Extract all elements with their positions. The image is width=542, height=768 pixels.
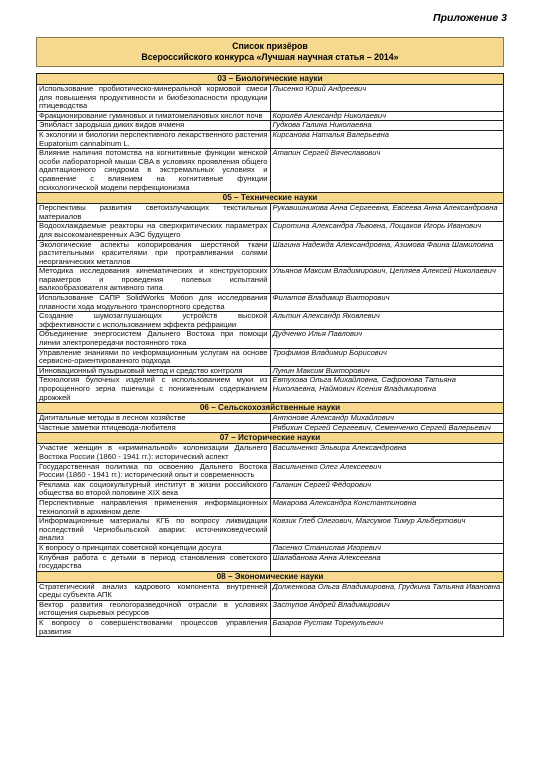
document-subtitle: Всероссийского конкурса «Лучшая научная статья – 2014»	[141, 52, 399, 62]
author-names: Шалабанова Анна Алексеевна	[270, 553, 504, 571]
author-names: Антонове Александр Михайлович	[270, 414, 504, 424]
table-row	[37, 330, 504, 348]
section-header	[37, 193, 504, 204]
author-names: Трофимов Владимир Борисович	[270, 348, 504, 366]
work-title: К экологии и биологии перспективного лекарственного растения Eupatorium cannabinum L.	[37, 130, 271, 148]
author-names: Лысенко Юрий Андреевич	[270, 85, 504, 112]
work-title: Клубная работа с детьми в период становления советского государства	[37, 553, 271, 571]
title-box	[36, 37, 504, 67]
author-names: Сиротина Александра Львовна, Лощаков Игорь Иванович	[270, 222, 504, 240]
author-names: Кирсанова Наталья Валерьевна	[270, 130, 504, 148]
author-names: Евтухова Ольга Михайловна, Сафронова Татьяна Николаевна, Наймович Ксения Владимировна	[270, 376, 504, 403]
work-title: Перспективные направления применения информационных технологий в архивном деле	[37, 498, 271, 516]
section-title: 07 – Исторические науки	[37, 433, 504, 444]
table-row	[37, 423, 504, 433]
work-title: Вектор развития геологоразведочной отрасли в условиях истощения сырьевых ресурсов	[37, 600, 271, 618]
work-title: К вопросу о принципах советской концепции досуга	[37, 543, 271, 553]
table-row	[37, 312, 504, 330]
table-row	[37, 498, 504, 516]
author-names: Дудченко Илья Павлович	[270, 330, 504, 348]
author-names: Альтин Александр Яковлевич	[270, 312, 504, 330]
table-row	[37, 85, 504, 112]
work-title: Технология булочных изделий с использованием муки из пророщенного зерна пшеницы с пониженным содержанием дрожжей	[37, 376, 271, 403]
table-row	[37, 240, 504, 267]
section-title: 03 – Биологические науки	[37, 74, 504, 85]
work-title: Управление знаниями по информационным услугам на основе сервисно-ориентированного подхода	[37, 348, 271, 366]
work-title: Использование САПР SolidWorks Motion для исследования плавности хода модульного транспортного средства	[37, 294, 271, 312]
author-names: Атапин Сергей Вячеславович	[270, 149, 504, 193]
author-names: Королёв Александр Николаевич	[270, 111, 504, 121]
author-names: Базаров Рустам Торекульевич	[270, 619, 504, 637]
author-names: Рукавишникова Анна Сергеевна, Евсеева Анна Александровна	[270, 204, 504, 222]
work-title: Влияние наличия потомства на когнитивные функции женской особи лабораторной мыши CBA в условиях проявления общего адаптационного синдрома в экстремальных условиях и сравнение с влиянием на когнитивные функции психологической модели перфекционизма	[37, 149, 271, 193]
section-header	[37, 571, 504, 582]
author-names: Долженкова Ольга Владимировна, Грудкина Татьяна Ивановна	[270, 582, 504, 600]
work-title: Инновационный пузырьковый метод и средство контроля	[37, 366, 271, 376]
work-title: Стратегический анализ кадрового компонента внутренней среды субъекта АПК	[37, 582, 271, 600]
winners-table	[36, 73, 504, 637]
table-row	[37, 462, 504, 480]
work-title: Перспективы развития светоизлучающих текстильных материалов	[37, 204, 271, 222]
author-names: Шагина Надежда Александровна, Азимова Фаина Шамиловна	[270, 240, 504, 267]
table-row	[37, 267, 504, 294]
table-row	[37, 366, 504, 376]
work-title: Дигитальные методы в лесном хозяйстве	[37, 414, 271, 424]
table-row	[37, 480, 504, 498]
table-row	[37, 222, 504, 240]
work-title: Реклама как социокультурный институт в жизни российского общества во второй половине XIX века	[37, 480, 271, 498]
section-title: 05 – Технические науки	[37, 193, 504, 204]
author-names: Гудкова Галина Николаевна	[270, 121, 504, 131]
section-header	[37, 433, 504, 444]
work-title: Водоохлаждаемые реакторы на сверхкритических параметрах для высокоманевренных АЭС будущего	[37, 222, 271, 240]
table-row	[37, 294, 504, 312]
section-header	[37, 74, 504, 85]
work-title: Объединение энергосистем Дальнего Востока при помощи линии электропередачи постоянного тока	[37, 330, 271, 348]
table-row	[37, 348, 504, 366]
table-row	[37, 517, 504, 544]
table-row	[37, 111, 504, 121]
table-row	[37, 376, 504, 403]
author-names: Пасенко Станислав Игоревич	[270, 543, 504, 553]
work-title: Фракционирование гуминовых и гиматомелановых кислот почв	[37, 111, 271, 121]
author-names: Ковзик Глеб Олегович, Магсумов Тимур Альбертович	[270, 517, 504, 544]
table-row	[37, 149, 504, 193]
appendix-label: Приложение 3	[433, 12, 507, 24]
work-title: Государственная политика по освоению Дальнего Востока России (1860 - 1941 гг.): исторический опыт и современность	[37, 462, 271, 480]
author-names: Филатов Владимир Викторович	[270, 294, 504, 312]
author-names: Макарова Александра Константиновна	[270, 498, 504, 516]
author-names: Васильченко Эльвира Александровна	[270, 444, 504, 462]
table-row	[37, 444, 504, 462]
author-names: Заступов Андрей Владимирович	[270, 600, 504, 618]
section-title: 06 – Сельскохозяйственные науки	[37, 403, 504, 414]
work-title: Информационные материалы КГБ по вопросу ликвидации последствий Чернобыльской аварии: источниковедческий анализ	[37, 517, 271, 544]
table-row	[37, 553, 504, 571]
work-title: Экологические аспекты колорирования шерстяной ткани растительными красителями при протравливании солями неорганических металлов	[37, 240, 271, 267]
table-row	[37, 543, 504, 553]
author-names: Лунин Максим Викторович	[270, 366, 504, 376]
section-header	[37, 403, 504, 414]
work-title: Эпибласт зародыша диких видов ячменя	[37, 121, 271, 131]
table-row	[37, 130, 504, 148]
work-title: Участие женщин в «криминальной» колонизации Дальнего Востока России (1860 - 1941 гг.): исторический аспект	[37, 444, 271, 462]
table-row	[37, 600, 504, 618]
work-title: Частные заметки птицевода-любителя	[37, 423, 271, 433]
document-title: Список призёров	[232, 41, 308, 51]
section-title: 08 – Экономические науки	[37, 571, 504, 582]
author-names: Ульянов Максим Владимирович, Цепляев Алексей Николаевич	[270, 267, 504, 294]
work-title: Методика исследования кинематических и конструкторских параметров и проведения полевых испытаний валкообразователя активного типа	[37, 267, 271, 294]
work-title: Использование пробиотическо-минеральной кормовой смеси для повышения продуктивности и биобезопасности продукции птицеводства	[37, 85, 271, 112]
work-title: К вопросу о совершенствовании процессов управления развития	[37, 619, 271, 637]
table-row	[37, 619, 504, 637]
table-row	[37, 204, 504, 222]
work-title: Создание шумозаглушающих устройств высокой эффективности с использованием эффекта рефракции	[37, 312, 271, 330]
table-row	[37, 121, 504, 131]
author-names: Васильченко Олег Алексеевич	[270, 462, 504, 480]
author-names: Рябихин Сергей Сергеевич, Семенченко Сергей Валерьевич	[270, 423, 504, 433]
author-names: Галанин Сергей Фёдорович	[270, 480, 504, 498]
table-row	[37, 414, 504, 424]
table-row	[37, 582, 504, 600]
